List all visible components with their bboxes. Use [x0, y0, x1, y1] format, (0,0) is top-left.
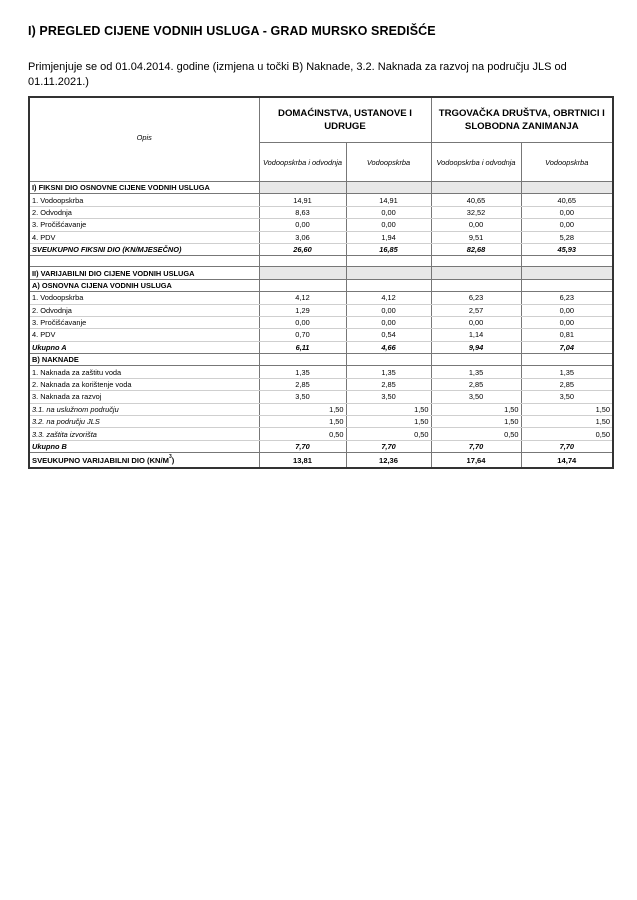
spacer-row	[29, 256, 613, 267]
header-group-companies: TRGOVAČKA DRUŠTVA, OBRTNICI I SLOBODNA ZANIMANJA	[431, 97, 613, 143]
header-opis-cont	[29, 143, 259, 182]
part-b-title: B) NAKNADE	[29, 354, 259, 366]
page-title: I) PREGLED CIJENE VODNIH USLUGA - GRAD MURSKO SREDIŠĆE	[28, 24, 436, 38]
section-fixed-title: I) FIKSNI DIO OSNOVNE CIJENE VODNIH USLUGA	[29, 182, 259, 194]
header-group-households: DOMAĆINSTVA, USTANOVE I UDRUGE	[259, 97, 431, 143]
intro-text: Primjenjuje se od 01.04.2014. godine (izmjena u točki B) Naknade, 3.2. Naknada za razvoj na području JLS od 01.11.2021.)	[28, 61, 567, 88]
subheader-col2: Vodoopskrba	[346, 143, 431, 182]
subheader-col1: Vodoopskrba i odvodnja	[259, 143, 346, 182]
section-variable-title: II) VARIJABILNI DIO CIJENE VODNIH USLUGA	[29, 267, 259, 279]
subheader-row	[29, 143, 613, 182]
part-b-total-row: Ukupno B 7,70 7,70 7,70 7,70	[29, 440, 613, 452]
table-row: 1. Vodoopskrba 14,91 14,91 40,65 40,65	[29, 194, 613, 206]
part-a-total-row: Ukupno A 6,11 4,66 9,94 7,04	[29, 341, 613, 353]
fixed-total-row: SVEUKUPNO FIKSNI DIO (KN/MJESEČNO) 26,60 16,85 82,68 45,93	[29, 243, 613, 255]
table-row: 4. PDV 0,70 0,54 1,14 0,81	[29, 329, 613, 341]
section-part-b	[29, 354, 613, 366]
table-row: 3. Pročišćavanje 0,00 0,00 0,00 0,00	[29, 219, 613, 231]
variable-grand-total-row: SVEUKUPNO VARIJABILNI DIO $(KN/M^3)$ 13,81 12,36 17,64 14,74	[29, 453, 613, 469]
grand-total-label: SVEUKUPNO VARIJABILNI DIO $(KN/M^3)$	[29, 453, 259, 469]
table-row: 4. PDV 3,06 1,94 9,51 5,28	[29, 231, 613, 243]
header-row	[29, 97, 613, 143]
section-fixed	[29, 182, 613, 194]
part-a-title: A) OSNOVNA CIJENA VODNIH USLUGA	[29, 279, 259, 291]
subheader-col4: Vodoopskrba	[521, 143, 613, 182]
table-subrow: 3.3. zaštita izvorišta 0,50 0,50 0,50 0,50	[29, 428, 613, 440]
price-table	[28, 96, 614, 469]
section-part-a	[29, 279, 613, 291]
table-row: 2. Odvodnja 8,63 0,00 32,52 0,00	[29, 206, 613, 218]
subheader-col3: Vodoopskrba i odvodnja	[431, 143, 521, 182]
table-row: 2. Naknada za korištenje voda 2,85 2,85 2,85 2,85	[29, 378, 613, 390]
table-row: 2. Odvodnja 1,29 0,00 2,57 0,00	[29, 304, 613, 316]
table-subrow: 3.1. na uslužnom području 1,50 1,50 1,50 1,50	[29, 403, 613, 415]
table-row: 3. Pročišćavanje 0,00 0,00 0,00 0,00	[29, 316, 613, 328]
table-row: 3. Naknada za razvoj 3,50 3,50 3,50 3,50	[29, 391, 613, 403]
section-variable	[29, 267, 613, 279]
table-row: 1. Naknada za zaštitu voda 1,35 1,35 1,35 1,35	[29, 366, 613, 378]
table-subrow: 3.2. na području JLS 1,50 1,50 1,50 1,50	[29, 416, 613, 428]
table-row: 1. Vodoopskrba 4,12 4,12 6,23 6,23	[29, 292, 613, 304]
header-opis: Opis	[29, 97, 259, 143]
